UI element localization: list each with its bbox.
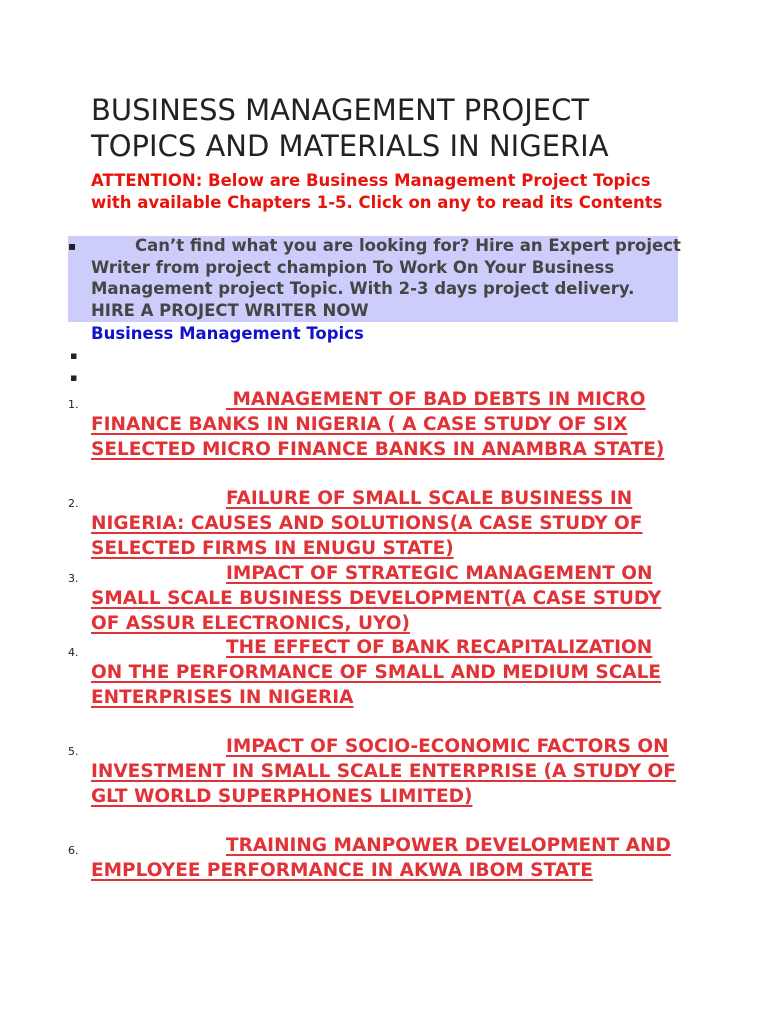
hire-writer-link[interactable]: Can’t find what you are looking for? Hire an Expert project Writer from project champion To Work On Your Business Management project Topic. With 2-3 days project delivery. HIRE A PROJECT WRITER NOW xyxy=(91,236,681,320)
topic-number: 5. xyxy=(68,745,79,758)
hire-writer-text[interactable] xyxy=(91,235,681,321)
topic-link-text[interactable]: IMPACT OF STRATEGIC MANAGEMENT ON SMALL SCALE BUSINESS DEVELOPMENT(A CASE STUDY OF ASSUR ELECTRONICS, UYO) xyxy=(91,563,662,634)
empty-bullet-icon: ▪ xyxy=(70,371,78,384)
topic-link-text[interactable]: MANAGEMENT OF BAD DEBTS IN MICRO FINANCE BANKS IN NIGERIA ( A CASE STUDY OF SIX SELECTED MICRO FINANCE BANKS IN ANAMBRA STATE) xyxy=(91,389,665,460)
topic-link[interactable] xyxy=(91,388,681,462)
topic-link[interactable] xyxy=(91,834,681,884)
topic-number: 1. xyxy=(68,398,79,411)
topic-number: 2. xyxy=(68,497,79,510)
topic-number: 6. xyxy=(68,844,79,857)
topic-link[interactable] xyxy=(91,487,681,561)
page-title: BUSINESS MANAGEMENT PROJECT TOPICS AND MATERIALS IN NIGERIA xyxy=(91,93,609,163)
banner-bullet-icon: ▪ xyxy=(68,239,77,253)
business-management-topics-link[interactable]: Business Management Topics xyxy=(91,324,364,343)
topic-link-text[interactable]: THE EFFECT OF BANK RECAPITALIZATION ON THE PERFORMANCE OF SMALL AND MEDIUM SCALE ENTERPRISES IN NIGERIA xyxy=(91,637,662,708)
topic-link-text[interactable]: TRAINING MANPOWER DEVELOPMENT AND EMPLOYEE PERFORMANCE IN AKWA IBOM STATE xyxy=(91,835,671,881)
topic-number: 3. xyxy=(68,572,79,585)
topic-link[interactable] xyxy=(91,562,681,636)
topic-link-text[interactable]: IMPACT OF SOCIO-ECONOMIC FACTORS ON INVESTMENT IN SMALL SCALE ENTERPRISE (A STUDY OF GLT WORLD SUPERPHONES LIMITED) xyxy=(91,736,676,807)
attention-notice: ATTENTION: Below are Business Management Project Topics with available Chapters 1-5. Click on any to read its Contents xyxy=(91,171,663,212)
topic-link[interactable] xyxy=(91,636,681,710)
topic-number: 4. xyxy=(68,646,79,659)
empty-bullet-icon: ▪ xyxy=(70,349,78,362)
topic-link[interactable] xyxy=(91,735,681,809)
topic-link-text[interactable]: FAILURE OF SMALL SCALE BUSINESS IN NIGERIA: CAUSES AND SOLUTIONS(A CASE STUDY OF SELECTED FIRMS IN ENUGU STATE) xyxy=(91,488,643,559)
